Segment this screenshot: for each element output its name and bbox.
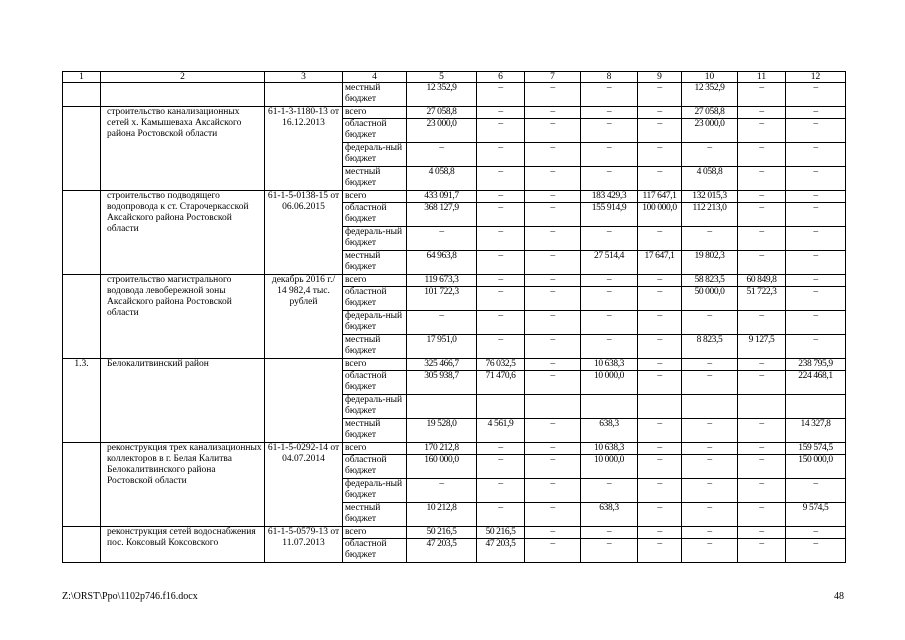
value-cell: – bbox=[738, 443, 786, 455]
value-cell bbox=[682, 395, 738, 419]
project-code bbox=[265, 359, 343, 443]
value-cell: – bbox=[638, 359, 682, 371]
value-cell: 60 849,8 bbox=[738, 275, 786, 287]
funding-source: областной бюджет bbox=[343, 455, 407, 479]
value-cell: – bbox=[581, 83, 638, 107]
funding-source: всего bbox=[343, 443, 407, 455]
value-cell: 71 470,6 bbox=[477, 371, 525, 395]
funding-source: местный бюджет bbox=[343, 503, 407, 527]
header-cell: 1 bbox=[63, 72, 101, 83]
funding-source: всего bbox=[343, 107, 407, 119]
value-cell: 100 000,0 bbox=[638, 203, 682, 227]
value-cell: 638,3 bbox=[581, 503, 638, 527]
value-cell: 638,3 bbox=[581, 419, 638, 443]
value-cell: – bbox=[738, 539, 786, 563]
funding-source: федераль-ный бюджет bbox=[343, 395, 407, 419]
value-cell: – bbox=[786, 539, 846, 563]
value-cell: – bbox=[525, 143, 581, 167]
funding-source: областной бюджет bbox=[343, 119, 407, 143]
item-number bbox=[63, 443, 101, 527]
value-cell: – bbox=[638, 287, 682, 311]
value-cell: 27 058,8 bbox=[682, 107, 738, 119]
value-cell: – bbox=[638, 167, 682, 191]
value-cell: – bbox=[525, 479, 581, 503]
value-cell: – bbox=[477, 191, 525, 203]
value-cell: – bbox=[638, 479, 682, 503]
value-cell: – bbox=[525, 503, 581, 527]
value-cell: – bbox=[407, 311, 477, 335]
value-cell bbox=[477, 395, 525, 419]
value-cell: – bbox=[581, 311, 638, 335]
value-cell: – bbox=[477, 251, 525, 275]
table-body bbox=[63, 72, 846, 563]
value-cell: – bbox=[581, 287, 638, 311]
object-name: строительство подводящего водопровода к ст. Старочеркасской Аксайского района Ростовской области bbox=[101, 191, 265, 275]
header-cell: 5 bbox=[407, 72, 477, 83]
value-cell: – bbox=[738, 251, 786, 275]
value-cell: 50 216,5 bbox=[477, 527, 525, 539]
budget-table bbox=[62, 71, 846, 563]
value-cell: – bbox=[638, 275, 682, 287]
value-cell: – bbox=[581, 539, 638, 563]
project-code bbox=[265, 83, 343, 107]
value-cell: – bbox=[786, 335, 846, 359]
funding-source: всего bbox=[343, 191, 407, 203]
table-row bbox=[63, 527, 846, 539]
value-cell: – bbox=[477, 143, 525, 167]
value-cell: – bbox=[738, 311, 786, 335]
value-cell: – bbox=[638, 527, 682, 539]
funding-source: федераль-ный бюджет bbox=[343, 479, 407, 503]
value-cell: – bbox=[525, 371, 581, 395]
table-row bbox=[63, 359, 846, 371]
value-cell: – bbox=[786, 191, 846, 203]
object-name: Белокалитвинский район bbox=[101, 359, 265, 443]
table-row bbox=[63, 191, 846, 203]
value-cell: – bbox=[581, 143, 638, 167]
value-cell: 10 638,3 bbox=[581, 359, 638, 371]
value-cell: 47 203,5 bbox=[407, 539, 477, 563]
item-number bbox=[63, 191, 101, 275]
value-cell: 8 823,5 bbox=[682, 335, 738, 359]
value-cell: – bbox=[477, 455, 525, 479]
value-cell: – bbox=[525, 107, 581, 119]
value-cell: – bbox=[682, 311, 738, 335]
value-cell: – bbox=[638, 443, 682, 455]
page-number: 48 bbox=[834, 591, 844, 602]
value-cell: – bbox=[407, 479, 477, 503]
funding-source: местный бюджет bbox=[343, 167, 407, 191]
funding-source: местный бюджет bbox=[343, 83, 407, 107]
value-cell: – bbox=[581, 119, 638, 143]
object-name: строительство магистрального водовода левобережной зоны Аксайского района Ростовской области bbox=[101, 275, 265, 359]
value-cell: – bbox=[581, 527, 638, 539]
table-row bbox=[63, 443, 846, 455]
value-cell: – bbox=[525, 539, 581, 563]
value-cell: – bbox=[786, 311, 846, 335]
value-cell: 10 212,8 bbox=[407, 503, 477, 527]
value-cell bbox=[407, 395, 477, 419]
header-row bbox=[63, 72, 846, 83]
value-cell: – bbox=[477, 287, 525, 311]
value-cell: – bbox=[786, 167, 846, 191]
value-cell: – bbox=[786, 107, 846, 119]
value-cell: 17 647,1 bbox=[638, 251, 682, 275]
value-cell: 50 216,5 bbox=[407, 527, 477, 539]
value-cell: – bbox=[682, 227, 738, 251]
value-cell: – bbox=[786, 275, 846, 287]
value-cell: – bbox=[638, 83, 682, 107]
value-cell: 155 914,9 bbox=[581, 203, 638, 227]
value-cell: – bbox=[682, 143, 738, 167]
value-cell bbox=[738, 395, 786, 419]
value-cell: – bbox=[682, 371, 738, 395]
funding-source: областной бюджет bbox=[343, 371, 407, 395]
value-cell: 19 528,0 bbox=[407, 419, 477, 443]
funding-source: местный бюджет bbox=[343, 335, 407, 359]
value-cell: – bbox=[525, 251, 581, 275]
table-row bbox=[63, 83, 846, 107]
value-cell: – bbox=[581, 167, 638, 191]
value-cell: – bbox=[682, 527, 738, 539]
value-cell: – bbox=[738, 371, 786, 395]
header-cell: 6 bbox=[477, 72, 525, 83]
value-cell: 224 468,1 bbox=[786, 371, 846, 395]
value-cell: 238 795,9 bbox=[786, 359, 846, 371]
value-cell: – bbox=[738, 419, 786, 443]
value-cell: – bbox=[638, 311, 682, 335]
header-cell: 3 bbox=[265, 72, 343, 83]
value-cell: – bbox=[525, 227, 581, 251]
value-cell: – bbox=[786, 251, 846, 275]
value-cell: – bbox=[477, 83, 525, 107]
object-name: строительство канализационных сетей х. Камышеваха Аксайского района Ростовской области bbox=[101, 107, 265, 191]
value-cell: – bbox=[477, 503, 525, 527]
value-cell: 17 951,0 bbox=[407, 335, 477, 359]
value-cell bbox=[786, 395, 846, 419]
project-code: 61-1-5-0138-15 от 06.06.2015 bbox=[265, 191, 343, 275]
value-cell: 23 000,0 bbox=[682, 119, 738, 143]
value-cell: – bbox=[581, 107, 638, 119]
value-cell: 47 203,5 bbox=[477, 539, 525, 563]
value-cell: – bbox=[525, 311, 581, 335]
project-code: 61-1-5-0292-14 от 04.07.2014 bbox=[265, 443, 343, 527]
value-cell: – bbox=[638, 539, 682, 563]
value-cell: – bbox=[477, 227, 525, 251]
value-cell: 170 212,8 bbox=[407, 443, 477, 455]
value-cell: – bbox=[738, 83, 786, 107]
funding-source: федераль-ный бюджет bbox=[343, 311, 407, 335]
item-number bbox=[63, 107, 101, 191]
value-cell: – bbox=[786, 287, 846, 311]
project-code: декабрь 2016 г./ 14 982,4 тыс. рублей bbox=[265, 275, 343, 359]
value-cell bbox=[525, 395, 581, 419]
value-cell: – bbox=[407, 143, 477, 167]
value-cell: – bbox=[477, 335, 525, 359]
value-cell bbox=[581, 395, 638, 419]
value-cell: 9 574,5 bbox=[786, 503, 846, 527]
value-cell: – bbox=[738, 119, 786, 143]
footer-file-path: Z:\ORST\Ppo\1102p746.f16.docx bbox=[62, 591, 198, 602]
value-cell: – bbox=[525, 191, 581, 203]
value-cell: – bbox=[738, 227, 786, 251]
value-cell: 14 327,8 bbox=[786, 419, 846, 443]
value-cell: 132 015,3 bbox=[682, 191, 738, 203]
value-cell: – bbox=[682, 503, 738, 527]
value-cell: 58 823,5 bbox=[682, 275, 738, 287]
item-number bbox=[63, 275, 101, 359]
header-cell: 4 bbox=[343, 72, 407, 83]
project-code: 61-1-5-0579-13 от 11.07.2013 bbox=[265, 527, 343, 563]
funding-source: областной бюджет bbox=[343, 287, 407, 311]
value-cell: – bbox=[638, 419, 682, 443]
value-cell: – bbox=[581, 479, 638, 503]
value-cell: 27 514,4 bbox=[581, 251, 638, 275]
value-cell: 12 352,9 bbox=[407, 83, 477, 107]
value-cell: – bbox=[738, 527, 786, 539]
value-cell: 433 091,7 bbox=[407, 191, 477, 203]
value-cell: – bbox=[407, 227, 477, 251]
value-cell: – bbox=[638, 143, 682, 167]
value-cell: – bbox=[682, 443, 738, 455]
value-cell: – bbox=[581, 227, 638, 251]
value-cell: – bbox=[525, 275, 581, 287]
value-cell: – bbox=[477, 203, 525, 227]
value-cell: 368 127,9 bbox=[407, 203, 477, 227]
item-number bbox=[63, 83, 101, 107]
value-cell: 305 938,7 bbox=[407, 371, 477, 395]
item-number bbox=[63, 527, 101, 563]
value-cell: – bbox=[525, 335, 581, 359]
value-cell: – bbox=[477, 107, 525, 119]
value-cell: – bbox=[682, 479, 738, 503]
value-cell: – bbox=[638, 455, 682, 479]
value-cell: 23 000,0 bbox=[407, 119, 477, 143]
value-cell: 51 722,3 bbox=[738, 287, 786, 311]
funding-source: федераль-ный бюджет bbox=[343, 143, 407, 167]
value-cell: 112 213,0 bbox=[682, 203, 738, 227]
value-cell: – bbox=[477, 311, 525, 335]
project-code: 61-1-3-1180-13 от 16.12.2013 bbox=[265, 107, 343, 191]
funding-source: областной бюджет bbox=[343, 539, 407, 563]
value-cell bbox=[638, 395, 682, 419]
value-cell: – bbox=[738, 503, 786, 527]
value-cell: – bbox=[525, 287, 581, 311]
value-cell: – bbox=[525, 167, 581, 191]
table-row bbox=[63, 275, 846, 287]
value-cell: – bbox=[477, 443, 525, 455]
value-cell: – bbox=[581, 275, 638, 287]
value-cell: 12 352,9 bbox=[682, 83, 738, 107]
value-cell: – bbox=[682, 455, 738, 479]
funding-source: всего bbox=[343, 527, 407, 539]
value-cell: – bbox=[525, 119, 581, 143]
value-cell: – bbox=[525, 443, 581, 455]
funding-source: всего bbox=[343, 359, 407, 371]
value-cell: 76 032,5 bbox=[477, 359, 525, 371]
value-cell: – bbox=[682, 539, 738, 563]
item-number: 1.3. bbox=[63, 359, 101, 443]
header-cell: 8 bbox=[581, 72, 638, 83]
header-cell: 11 bbox=[738, 72, 786, 83]
value-cell: – bbox=[638, 503, 682, 527]
value-cell: – bbox=[738, 191, 786, 203]
value-cell: 64 963,8 bbox=[407, 251, 477, 275]
object-name: реконструкция сетей водоснабжения пос. Коксовый Коксовского bbox=[101, 527, 265, 563]
value-cell: 27 058,8 bbox=[407, 107, 477, 119]
value-cell: – bbox=[638, 371, 682, 395]
value-cell: – bbox=[738, 479, 786, 503]
value-cell: – bbox=[525, 419, 581, 443]
value-cell: – bbox=[738, 359, 786, 371]
value-cell: – bbox=[786, 119, 846, 143]
value-cell: – bbox=[738, 203, 786, 227]
value-cell: – bbox=[738, 107, 786, 119]
value-cell: – bbox=[525, 527, 581, 539]
value-cell: – bbox=[477, 167, 525, 191]
value-cell: 4 058,8 bbox=[407, 167, 477, 191]
value-cell: 117 647,1 bbox=[638, 191, 682, 203]
value-cell: – bbox=[786, 479, 846, 503]
header-cell: 9 bbox=[638, 72, 682, 83]
value-cell: – bbox=[786, 527, 846, 539]
value-cell: 9 127,5 bbox=[738, 335, 786, 359]
value-cell: – bbox=[738, 167, 786, 191]
value-cell: – bbox=[786, 227, 846, 251]
value-cell: – bbox=[786, 203, 846, 227]
funding-source: федераль-ный бюджет bbox=[343, 227, 407, 251]
value-cell: – bbox=[477, 479, 525, 503]
value-cell: 101 722,3 bbox=[407, 287, 477, 311]
value-cell: 159 574,5 bbox=[786, 443, 846, 455]
value-cell: – bbox=[525, 359, 581, 371]
value-cell: 19 802,3 bbox=[682, 251, 738, 275]
value-cell: 183 429,3 bbox=[581, 191, 638, 203]
value-cell: – bbox=[738, 455, 786, 479]
header-cell: 12 bbox=[786, 72, 846, 83]
value-cell: – bbox=[638, 119, 682, 143]
value-cell: – bbox=[786, 83, 846, 107]
funding-source: местный бюджет bbox=[343, 419, 407, 443]
header-cell: 7 bbox=[525, 72, 581, 83]
header-cell: 2 bbox=[101, 72, 265, 83]
value-cell: – bbox=[638, 107, 682, 119]
value-cell: 150 000,0 bbox=[786, 455, 846, 479]
value-cell: – bbox=[638, 227, 682, 251]
value-cell: 10 638,3 bbox=[581, 443, 638, 455]
value-cell: – bbox=[525, 203, 581, 227]
object-name bbox=[101, 83, 265, 107]
value-cell: – bbox=[738, 143, 786, 167]
value-cell: – bbox=[786, 143, 846, 167]
value-cell: – bbox=[477, 275, 525, 287]
value-cell: 50 000,0 bbox=[682, 287, 738, 311]
header-cell: 10 bbox=[682, 72, 738, 83]
value-cell: – bbox=[682, 359, 738, 371]
value-cell: 4 561,9 bbox=[477, 419, 525, 443]
value-cell: 160 000,0 bbox=[407, 455, 477, 479]
value-cell: 10 000,0 bbox=[581, 455, 638, 479]
object-name: реконструкция трех канализационных коллекторов в г. Белая Калитва Белокалитвинского района Ростовской области bbox=[101, 443, 265, 527]
value-cell: – bbox=[525, 455, 581, 479]
value-cell: 4 058,8 bbox=[682, 167, 738, 191]
value-cell: – bbox=[682, 419, 738, 443]
value-cell: – bbox=[525, 83, 581, 107]
value-cell: 119 673,3 bbox=[407, 275, 477, 287]
value-cell: 10 000,0 bbox=[581, 371, 638, 395]
funding-source: всего bbox=[343, 275, 407, 287]
value-cell: – bbox=[581, 335, 638, 359]
funding-source: местный бюджет bbox=[343, 251, 407, 275]
table-row bbox=[63, 107, 846, 119]
funding-source: областной бюджет bbox=[343, 203, 407, 227]
value-cell: – bbox=[477, 119, 525, 143]
value-cell: – bbox=[638, 335, 682, 359]
value-cell: 325 466,7 bbox=[407, 359, 477, 371]
